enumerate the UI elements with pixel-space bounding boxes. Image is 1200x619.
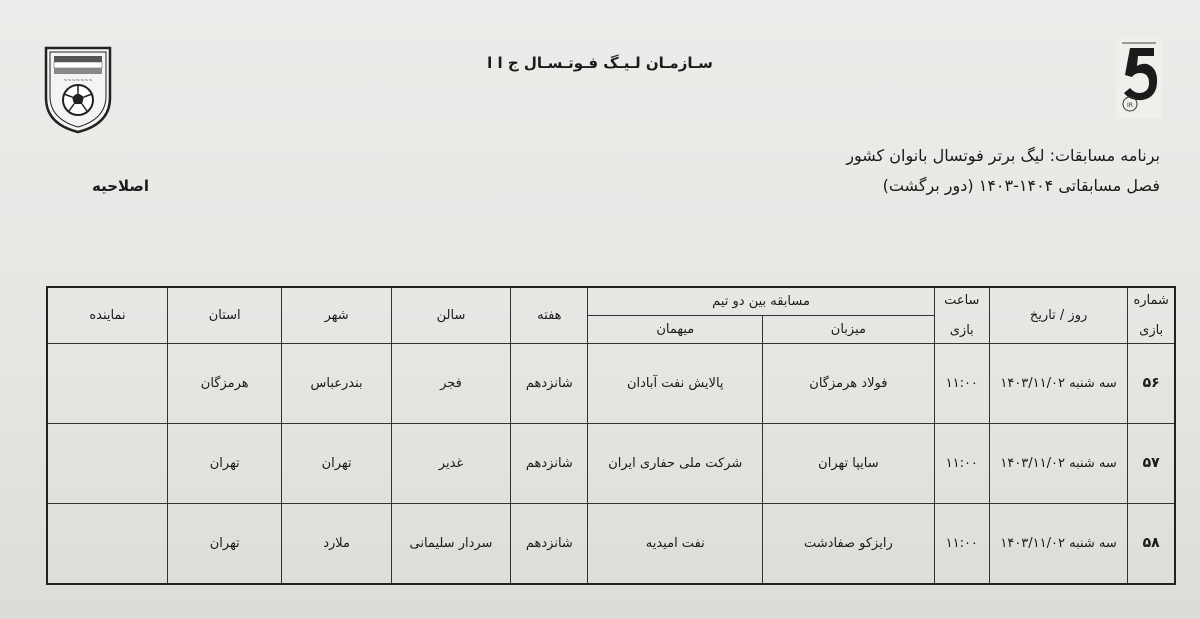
futsal-league-five-logo-icon <box>1116 38 1162 118</box>
game-date: سه شنبه ۱۴۰۳/۱۱/۰۲ <box>989 503 1127 584</box>
svg-text:~~~~~~~: ~~~~~~~ <box>63 78 93 84</box>
host-team: رایزکو صفادشت <box>763 503 935 584</box>
host-team: سایپا تهران <box>763 423 935 503</box>
game-number: ۵۶ <box>1128 343 1175 423</box>
header-city: شهر <box>282 287 391 343</box>
guest-team: شرکت ملی حفاری ایران <box>588 423 763 503</box>
season-title: فصل مسابقاتی ۱۴۰۴-۱۴۰۳ (دور برگشت) <box>882 176 1160 195</box>
hall: غدیر <box>391 423 510 503</box>
week: شانزدهم <box>511 423 588 503</box>
city: ملارد <box>282 503 391 584</box>
header-province: استان <box>168 287 282 343</box>
header-week: هفته <box>511 287 588 343</box>
header-time: ساعت بازی <box>934 287 989 343</box>
guest-team: نفت امیدیه <box>588 503 763 584</box>
week: شانزدهم <box>511 343 588 423</box>
table-row <box>47 343 1175 423</box>
header-representative: نماینده <box>47 287 168 343</box>
representative <box>47 423 168 503</box>
province: تهران <box>168 503 282 584</box>
week: شانزدهم <box>511 503 588 584</box>
schedule-table <box>46 286 1176 585</box>
province: تهران <box>168 423 282 503</box>
game-time: ۱۱:۰۰ <box>934 503 989 584</box>
table-row <box>47 503 1175 584</box>
game-date: سه شنبه ۱۴۰۳/۱۱/۰۲ <box>989 343 1127 423</box>
table-row <box>47 423 1175 503</box>
header-host: میزبان <box>763 315 935 343</box>
game-time: ۱۱:۰۰ <box>934 423 989 503</box>
svg-text:IR: IR <box>1127 102 1133 109</box>
representative <box>47 503 168 584</box>
city: بندرعباس <box>282 343 391 423</box>
header-hall: سالن <box>391 287 510 343</box>
page-title: سـازمـان لـیـگ فـوتـسـال ج ا ا <box>487 54 713 72</box>
header-date: روز / تاریخ <box>989 287 1127 343</box>
game-number: ۵۷ <box>1128 423 1175 503</box>
host-team: فولاد هرمزگان <box>763 343 935 423</box>
amendment-label: اصلاحیه <box>92 177 150 195</box>
game-time: ۱۱:۰۰ <box>934 343 989 423</box>
competition-title: برنامه مسابقات: لیگ برتر فوتسال بانوان کشور <box>846 146 1160 165</box>
guest-team: پالایش نفت آبادان <box>588 343 763 423</box>
header-match: مسابقه بین دو تیم <box>588 287 934 315</box>
game-number: ۵۸ <box>1128 503 1175 584</box>
game-date: سه شنبه ۱۴۰۳/۱۱/۰۲ <box>989 423 1127 503</box>
representative <box>47 343 168 423</box>
header-game-number: شماره بازی <box>1128 287 1175 343</box>
province: هرمزگان <box>168 343 282 423</box>
header-guest: میهمان <box>588 315 763 343</box>
hall: فجر <box>391 343 510 423</box>
city: تهران <box>282 423 391 503</box>
hall: سردار سلیمانی <box>391 503 510 584</box>
